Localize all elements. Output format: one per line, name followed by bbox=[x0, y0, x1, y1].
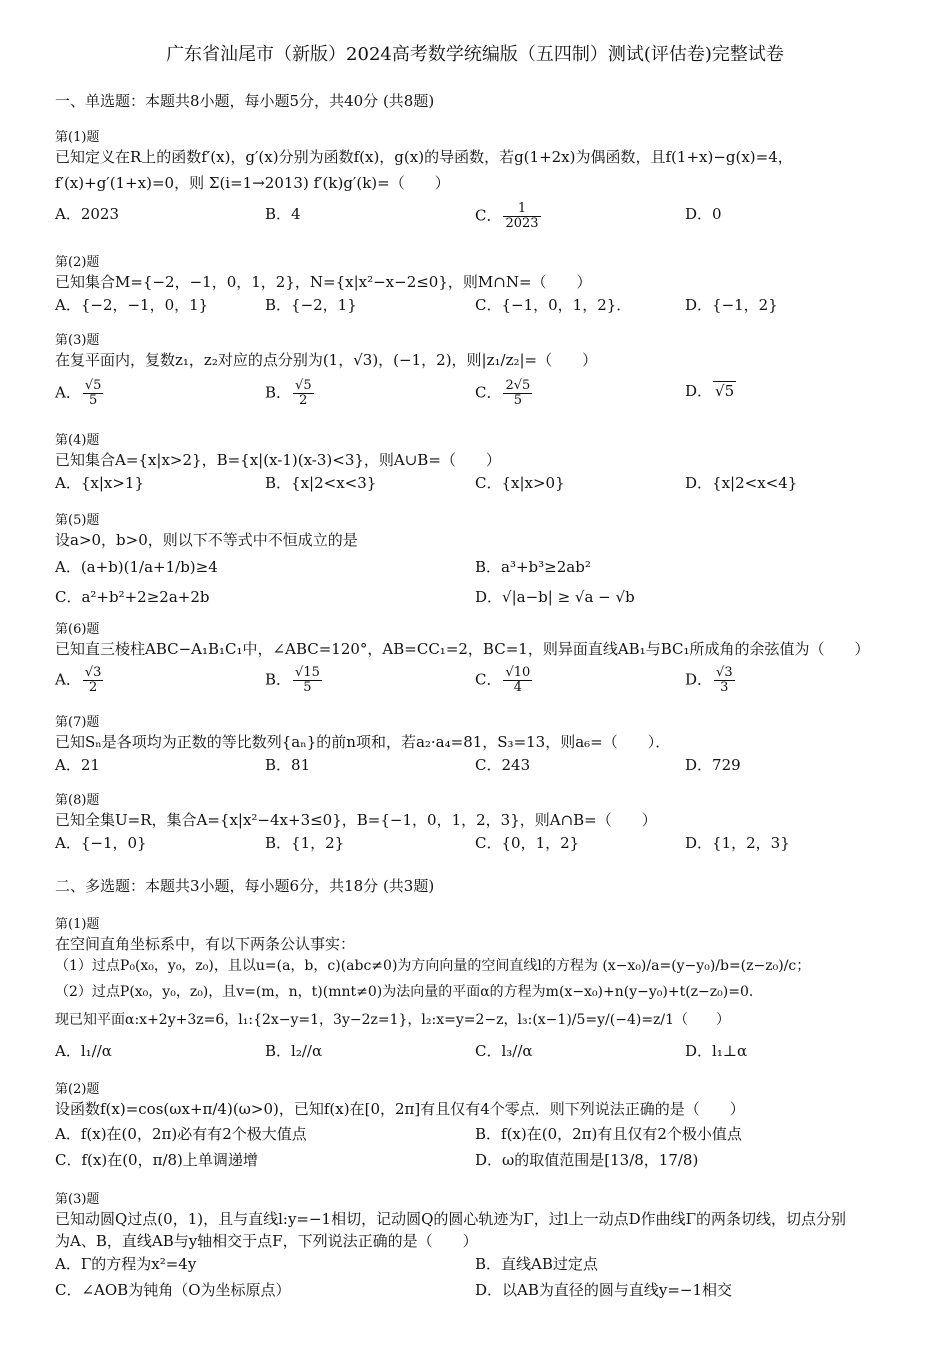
option-d[interactable]: D．ω的取值范围是[13/8，17/8) bbox=[475, 1151, 699, 1169]
option-c[interactable]: C．{x|x>0} bbox=[475, 474, 565, 492]
question-stem-line2: 为A、B，直线AB与y轴相交于点F，下列说法正确的是（ ） bbox=[55, 1232, 478, 1250]
question-stem: 设a>0，b>0，则以下不等式中不恒成立的是 bbox=[55, 531, 358, 549]
fraction: $\frac{√10}{4}$ bbox=[505, 665, 531, 695]
question-number: 第(5)题 bbox=[55, 513, 100, 528]
option-d[interactable]: D．l₁⊥α bbox=[685, 1042, 748, 1060]
option-b[interactable]: B．a³+b³≥2ab² bbox=[475, 558, 591, 576]
question-8 bbox=[55, 793, 905, 857]
option-d[interactable]: D．0 bbox=[685, 205, 722, 223]
option-a[interactable]: A．l₁//α bbox=[55, 1042, 112, 1060]
option-c[interactable]: C．{0，1，2} bbox=[475, 834, 580, 852]
option-a[interactable]: A．2023 bbox=[55, 205, 120, 223]
option-row bbox=[55, 666, 905, 702]
question-3 bbox=[55, 333, 905, 415]
fraction: $\frac{√5}{2}$ bbox=[295, 378, 312, 408]
page-title: 广东省汕尾市（新版）2024高考数学统编版（五四制）测试(评估卷)完整试卷 bbox=[166, 44, 784, 65]
question-stem: 已知集合A={x|x>2}，B={x|(x-1)(x-3)<3}，则A∪B=（ ） bbox=[55, 451, 501, 469]
option-a[interactable]: A．{−1，0} bbox=[55, 834, 147, 852]
question-number: 第(3)题 bbox=[55, 333, 100, 348]
question-stem-line3: （2）过点P(x₀，y₀，z₀)，且v=(m，n，t)(mnt≠0)为法向量的平面α的方程为m(x−x₀)+n(y−y₀)+t(z−z₀)=0． bbox=[55, 984, 763, 1000]
option-d[interactable]: D． √5 bbox=[685, 382, 735, 400]
section-heading-multi-choice: 二、多选题：本题共3小题，每小题6分，共18分 (共3题) bbox=[55, 877, 435, 895]
sqrt-value: √5 bbox=[715, 382, 735, 400]
question-stem: 在空间直角坐标系中，有以下两条公认事实： bbox=[55, 935, 356, 953]
question-number: 第(2)题 bbox=[55, 1082, 100, 1097]
option-row bbox=[55, 1039, 905, 1065]
option-b[interactable]: B．直线AB过定点 bbox=[475, 1255, 598, 1273]
option-row bbox=[55, 1122, 905, 1148]
question-number: 第(4)题 bbox=[55, 433, 100, 448]
option-b[interactable]: B．f(x)在(0，2π)有且仅有2个极小值点 bbox=[475, 1125, 742, 1143]
question-stem: 已知动圆Q过点(0，1)，且与直线l:y=−1相切，记动圆Q的圆心轨迹为Γ，过l上一动点D作曲线Γ的两条切线，切点分别 bbox=[55, 1210, 847, 1228]
fraction: $\frac{√3}{2}$ bbox=[84, 665, 102, 695]
option-a[interactable]: A． $\frac{√3}{2}$ bbox=[55, 665, 102, 695]
option-c[interactable]: C． $\frac{√10}{4}$ bbox=[475, 665, 531, 695]
multi-question-3 bbox=[55, 1192, 905, 1304]
option-row bbox=[55, 831, 905, 857]
multi-question-2 bbox=[55, 1082, 905, 1174]
question-2 bbox=[55, 255, 905, 319]
option-row bbox=[55, 1278, 905, 1304]
option-d[interactable]: D． $\frac{√3}{3}$ bbox=[685, 665, 733, 695]
question-7 bbox=[55, 715, 905, 779]
option-d[interactable]: D．√|a−b| ≥ √a − √b bbox=[475, 588, 635, 606]
question-number: 第(3)题 bbox=[55, 1192, 100, 1207]
option-c[interactable]: C．a²+b²+2≥2a+2b bbox=[55, 588, 210, 606]
option-row bbox=[55, 585, 905, 611]
option-c[interactable]: C．{−1，0，1，2}． bbox=[475, 296, 632, 314]
option-row bbox=[55, 379, 905, 415]
fraction: $\frac{√3}{3}$ bbox=[716, 665, 733, 695]
option-a[interactable]: A．Γ的方程为x²=4y bbox=[55, 1255, 197, 1273]
option-d[interactable]: D．{x|2<x<4} bbox=[685, 474, 798, 492]
option-d[interactable]: D．{1，2，3} bbox=[685, 834, 790, 852]
question-number: 第(6)题 bbox=[55, 622, 100, 637]
option-c[interactable]: C．243 bbox=[475, 756, 531, 774]
question-stem-line2: f′(x)+g′(1+x)=0，则 Σ(i=1→2013) f′(k)g′(k)=（ ） bbox=[55, 174, 450, 192]
option-a[interactable]: A． $\frac{√5}{5}$ bbox=[55, 378, 102, 408]
option-d[interactable]: D．729 bbox=[685, 756, 741, 774]
option-c[interactable]: C． $\frac{2√5}{5}$ bbox=[475, 378, 531, 408]
question-stem: 已知集合M={−2，−1，0，1，2}，N={x|x²−x−2≤0}，则M∩N=（ ） bbox=[55, 273, 592, 291]
option-b[interactable]: B．81 bbox=[265, 756, 311, 774]
option-b[interactable]: B． $\frac{√15}{5}$ bbox=[265, 665, 320, 695]
question-number: 第(7)题 bbox=[55, 715, 100, 730]
option-a[interactable]: A．f(x)在(0，2π)必有有2个极大值点 bbox=[55, 1125, 307, 1143]
question-number: 第(8)题 bbox=[55, 793, 100, 808]
question-number: 第(2)题 bbox=[55, 255, 100, 270]
option-row bbox=[55, 753, 905, 779]
question-5 bbox=[55, 513, 905, 611]
fraction: $\frac{√15}{5}$ bbox=[295, 665, 320, 695]
option-b[interactable]: B． $\frac{√5}{2}$ bbox=[265, 378, 312, 408]
option-b[interactable]: B．4 bbox=[265, 205, 301, 223]
question-1 bbox=[55, 130, 905, 231]
fraction: $\frac{1}{2023}$ bbox=[505, 201, 539, 231]
option-d[interactable]: D．{−1，2} bbox=[685, 296, 778, 314]
option-row bbox=[55, 293, 905, 319]
option-row bbox=[55, 1148, 905, 1174]
option-b[interactable]: B．{−2，1} bbox=[265, 296, 357, 314]
question-stem: 已知全集U=R，集合A={x|x²−4x+3≤0}，B={−1，0，1，2，3}，则A∩B=（ ） bbox=[55, 811, 657, 829]
option-d[interactable]: D．以AB为直径的圆与直线y=−1相交 bbox=[475, 1281, 733, 1299]
question-6 bbox=[55, 622, 905, 702]
option-a[interactable]: A．21 bbox=[55, 756, 100, 774]
fraction: $\frac{√5}{5}$ bbox=[84, 378, 102, 408]
option-a[interactable]: A．{−2，−1，0，1} bbox=[55, 296, 209, 314]
question-stem: 已知定义在R上的函数f′(x)，g′(x)分别为函数f(x)，g(x)的导函数，若g(1+2x)为偶函数，且f(1+x)−g(x)=4， bbox=[55, 148, 793, 166]
option-row bbox=[55, 201, 905, 231]
option-c[interactable]: C．∠AOB为钝角（O为坐标原点） bbox=[55, 1281, 291, 1299]
section-heading-single-choice: 一、单选题：本题共8小题，每小题5分，共40分 (共8题) bbox=[55, 92, 435, 110]
question-stem: 设函数f(x)=cos(ωx+π/4)(ω>0)，已知f(x)在[0，2π]有且仅有4个零点．则下列说法正确的是（ ） bbox=[55, 1100, 745, 1118]
question-stem: 已知直三棱柱ABC−A₁B₁C₁中，∠ABC=120°，AB=CC₁=2，BC=1，则异面直线AB₁与BC₁所成角的余弦值为（ ） bbox=[55, 640, 870, 658]
option-row bbox=[55, 1252, 905, 1278]
question-stem-line4: 现已知平面α:x+2y+3z=6，l₁:{2x−y=1，3y−2z=1}，l₂:x=y=2−z，l₃:(x−1)/5=y/(−4)=z/1（ ） bbox=[55, 1012, 731, 1028]
question-stem: 已知Sₙ是各项均为正数的等比数列{aₙ}的前n项和，若a₂·a₄=81，S₃=13，则a₆=（ ）． bbox=[55, 733, 671, 751]
option-a[interactable]: A．{x|x>1} bbox=[55, 474, 145, 492]
option-b[interactable]: B．{x|2<x<3} bbox=[265, 474, 377, 492]
question-stem-line2: （1）过点P₀(x₀，y₀，z₀)，且以u=(a，b，c)(abc≠0)为方向向量的空间直线l的方程为 (x−x₀)/a=(y−y₀)/b=(z−z₀)/c； bbox=[55, 958, 811, 974]
multi-question-1 bbox=[55, 917, 905, 1065]
option-a[interactable]: A．(a+b)(1/a+1/b)≥4 bbox=[55, 558, 218, 576]
option-b[interactable]: B．{1，2} bbox=[265, 834, 345, 852]
option-row bbox=[55, 471, 905, 497]
option-c[interactable] bbox=[475, 202, 543, 231]
option-row bbox=[55, 555, 905, 581]
question-4 bbox=[55, 433, 905, 497]
question-number: 第(1)题 bbox=[55, 130, 100, 145]
question-stem: 在复平面内，复数z₁，z₂对应的点分别为(1，√3)，(−1，2)，则|z₁/z₂|=（ ） bbox=[55, 351, 598, 369]
option-c[interactable]: C．l₃//α bbox=[475, 1042, 533, 1060]
option-b[interactable]: B．l₂//α bbox=[265, 1042, 323, 1060]
fraction: $\frac{2√5}{5}$ bbox=[505, 378, 531, 408]
question-number: 第(1)题 bbox=[55, 917, 100, 932]
option-c[interactable]: C．f(x)在(0，π/8)上单调递增 bbox=[55, 1151, 258, 1169]
option-label: C． bbox=[475, 206, 502, 225]
